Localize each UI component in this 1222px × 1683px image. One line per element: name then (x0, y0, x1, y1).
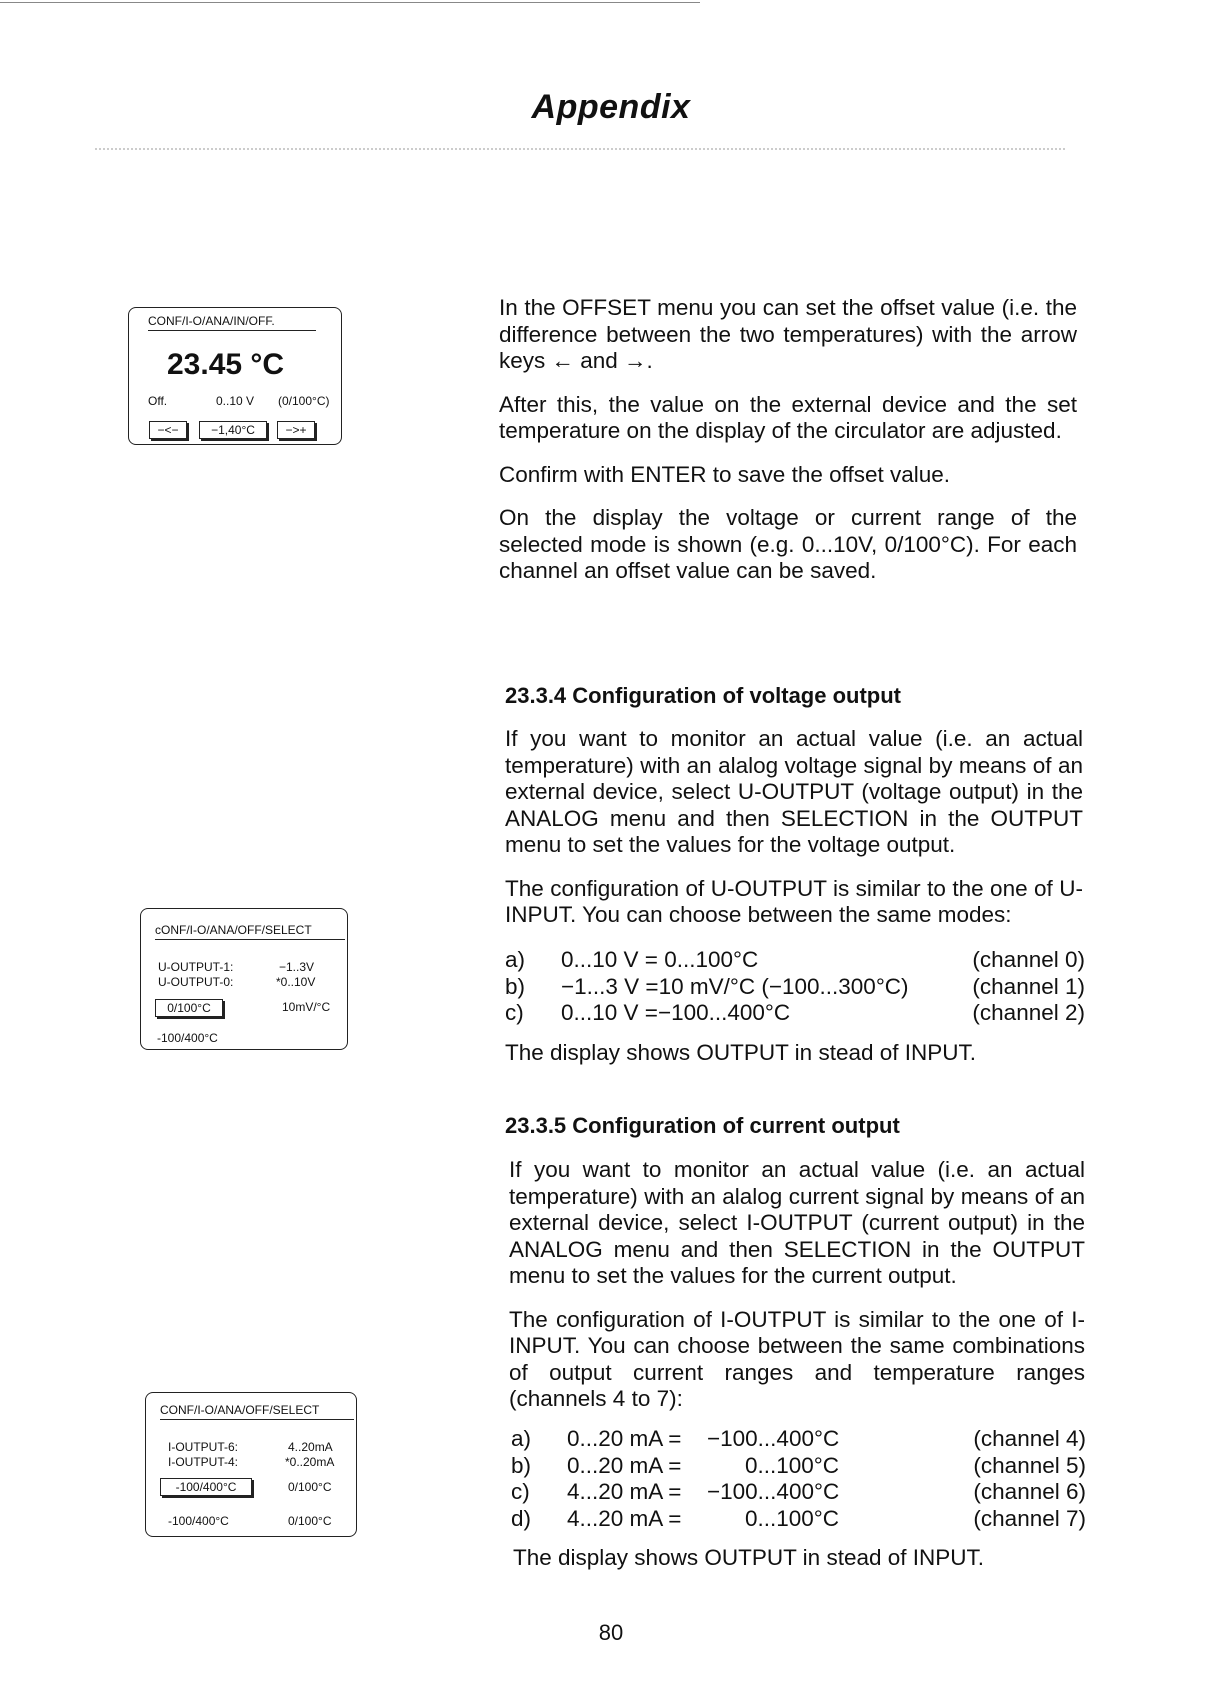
voltage-paragraph: If you want to monitor an actual value (i.e. an actual temperature) with an alalog voltage signal by means of an external device, select U-OUTPUT (voltage output) in the ANALOG menu and then SELECTION in the OUTPUT menu to set the values for the voltage output. (505, 726, 1083, 857)
current-modes-list (511, 1426, 1086, 1532)
mode-letter: b) (505, 973, 526, 999)
voltage-text (505, 726, 1083, 946)
lcd-header: CONF/I-O/ANA/OFF/SELECT (160, 1403, 354, 1420)
mode-letter: c) (505, 1000, 524, 1025)
mode-desc: −1...3 V =10 mV/°C (−100...300°C) (561, 973, 909, 999)
lcd-row-value: *0..10V (276, 975, 316, 989)
voltage-heading: 23.3.4 Configuration of voltage output (505, 683, 901, 708)
mode-current: 0...20 mA = (567, 1426, 682, 1451)
lcd-increase-button: −>+ (277, 421, 315, 439)
lcd-offset-display (128, 307, 342, 445)
lcd-row-value: *0..20mA (285, 1455, 335, 1469)
current-text (509, 1157, 1085, 1430)
lcd-header: CONF/I-O/ANA/IN/OFF. (148, 314, 316, 331)
offset-text (499, 295, 1077, 602)
mode-letter: a) (505, 947, 526, 972)
mode-channel: (channel 4) (973, 1426, 1086, 1451)
lcd-row-value: 10mV/°C (282, 1000, 331, 1014)
lcd-row-label: U-OUTPUT-0: (158, 975, 234, 989)
lcd-row-value: 0/100°C (288, 1514, 332, 1528)
lcd-row-label: U-OUTPUT-1: (158, 960, 234, 974)
page-title: Appendix (531, 88, 691, 126)
mode-current: 4...20 mA = (567, 1505, 682, 1531)
mode-current: 0...20 mA = (567, 1452, 682, 1478)
voltage-modes-list (505, 947, 1085, 1027)
lcd-temp-range: (0/100°C) (278, 394, 330, 408)
mode-letter: b) (511, 1452, 532, 1478)
scan-top-line (0, 2, 700, 3)
lcd-row-value: 4..20mA (288, 1440, 333, 1454)
lcd-decrease-button: −<− (149, 421, 187, 439)
current-footer: The display shows OUTPUT in stead of INPUT. (513, 1545, 985, 1570)
lcd-selected-box: 0/100°C (155, 999, 223, 1017)
mode-temp: −100...400°C (707, 1426, 840, 1451)
mode-channel: (channel 7) (973, 1505, 1086, 1531)
offset-paragraph: In the OFFSET menu you can set the offset value (i.e. the difference between the two temperatures) with the arrow keys ← and →. (499, 295, 1077, 373)
list-item (511, 1479, 1086, 1506)
mode-desc: 0...10 V =−100...400°C (561, 1000, 791, 1025)
list-item (511, 1426, 1086, 1453)
title-rule (95, 148, 1065, 150)
mode-channel: (channel 6) (973, 1479, 1086, 1504)
voltage-footer: The display shows OUTPUT in stead of INPUT. (505, 1040, 977, 1065)
current-paragraph: If you want to monitor an actual value (i.e. an actual temperature) with an alalog current signal by means of an external device, select I-OUTPUT (current output) in the ANALOG menu and then SELECTION in the OUTPUT menu to set the values for the current output. (509, 1157, 1085, 1288)
offset-paragraph: On the display the voltage or current range of the selected mode is shown (e.g. 0...10V, 0/100°C). For each channel an offset value can be saved. (499, 505, 1077, 583)
lcd-row-value: 0/100°C (288, 1480, 332, 1494)
mode-channel: (channel 1) (972, 973, 1085, 999)
mode-letter: c) (511, 1479, 530, 1504)
mode-desc: 0...10 V = 0...100°C (561, 947, 759, 972)
list-item (505, 947, 1085, 974)
offset-paragraph: After this, the value on the external device and the set temperature on the display of the circulator are adjusted. (499, 391, 1077, 443)
lcd-row-label: I-OUTPUT-4: (168, 1455, 239, 1469)
list-item (505, 974, 1085, 1001)
lcd-range: 0..10 V (216, 394, 255, 408)
mode-temp: −100...400°C (707, 1479, 840, 1504)
lcd-offset-label: Off. (148, 394, 168, 408)
mode-channel: (channel 2) (972, 1000, 1085, 1025)
lcd-current-select-display (145, 1392, 357, 1537)
list-item (511, 1506, 1086, 1533)
lcd-row-label: -100/400°C (168, 1514, 229, 1528)
mode-channel: (channel 0) (972, 947, 1085, 972)
list-item (511, 1453, 1086, 1480)
mode-channel: (channel 5) (973, 1452, 1086, 1478)
current-heading: 23.3.5 Configuration of current output (505, 1113, 900, 1138)
lcd-row-value: −1..3V (279, 960, 315, 974)
list-item (505, 1000, 1085, 1027)
mode-current: 4...20 mA = (567, 1479, 682, 1504)
lcd-row-label: -100/400°C (157, 1031, 218, 1045)
lcd-offset-value-box: −1,40°C (199, 421, 267, 439)
lcd-row-label: I-OUTPUT-6: (168, 1440, 239, 1454)
mode-temp: 0...100°C (745, 1452, 840, 1478)
voltage-paragraph: The configuration of U-OUTPUT is similar to the one of U-INPUT. You can choose between the same modes: (505, 875, 1083, 927)
page-number: 80 (598, 1620, 624, 1645)
lcd-selected-box: -100/400°C (160, 1478, 252, 1496)
mode-letter: a) (511, 1426, 532, 1451)
mode-temp: 0...100°C (745, 1505, 840, 1531)
mode-letter: d) (511, 1505, 532, 1531)
offset-paragraph: Confirm with ENTER to save the offset value. (499, 461, 951, 487)
lcd-temperature-value: 23.45 °C (167, 348, 285, 381)
lcd-voltage-select-display (140, 908, 348, 1050)
current-paragraph: The configuration of I-OUTPUT is similar to the one of I-INPUT. You can choose between the same combinations of output current ranges and temperature ranges (channels 4 to 7): (509, 1306, 1085, 1411)
lcd-header: cONF/I-O/ANA/OFF/SELECT (155, 923, 345, 940)
